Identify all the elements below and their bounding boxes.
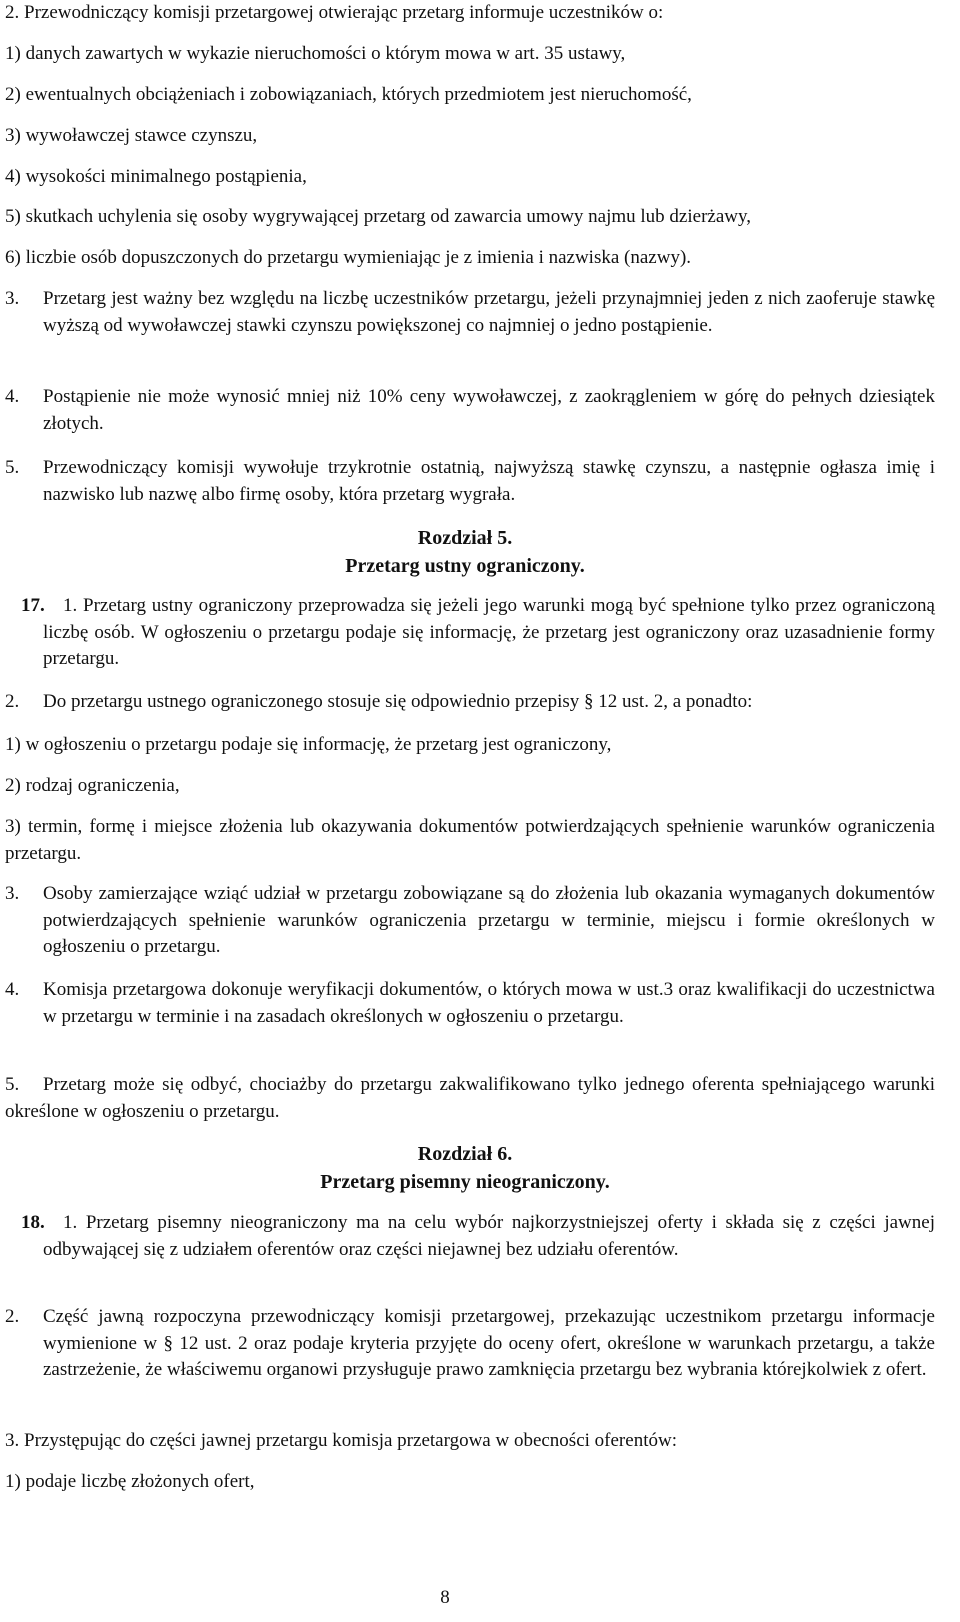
list-item-2-6: 6) liczbie osób dopuszczonych do przetargu wymieniając je z imienia i nazwiska (nazwy). (5, 247, 692, 268)
section-17-paragraph-4 (5, 977, 935, 1030)
paragraph-text: Przetarg może się odbyć, chociażby do przetargu zakwalifikowano tylko jednego oferenta spełniającego warunki określone w ogłoszeniu o przetargu. (5, 1074, 935, 1122)
paragraph-number: 2. (5, 691, 20, 712)
list-item-2-3: 3) wywoławczej stawce czynszu, (5, 125, 258, 146)
paragraph-text: Osoby zamierzające wziąć udział w przetargu zobowiązane są do złożenia lub okazania wymaganych dokumentów potwierdzających spełnienie warunków ograniczenia przetargu w terminie, miejscu i formie określonych w ogłoszeniu o przetargu. (43, 883, 935, 958)
section-17-paragraph-5 (5, 1072, 935, 1125)
list-item-2-5: 5) skutkach uchylenia się osoby wygrywającej przetarg od zawarcia umowy najmu lub dzierżawy, (5, 206, 752, 227)
page-number: 8 (440, 1587, 450, 1608)
paragraph-2: 2. Przewodniczący komisji przetargowej otwierając przetarg informuje uczestników o: (5, 2, 664, 23)
paragraph-5 (5, 455, 935, 508)
section-17-paragraph-3 (5, 881, 935, 961)
paragraph-4 (5, 384, 935, 437)
paragraph-text: 1. Przetarg pisemny nieograniczony ma na celu wybór najkorzystniejszej oferty i składa się z części jawnej odbywającej się z udziałem oferentów oraz części niejawnej bez udziału oferentów. (43, 1212, 935, 1260)
paragraph-text: Do przetargu ustnego ograniczonego stosuje się odpowiednio przepisy § 12 ust. 2, a ponadto: (43, 691, 753, 712)
section-18-paragraph-1 (5, 1210, 935, 1263)
list-item-17-2-1: 1) w ogłoszeniu o przetargu podaje się informację, że przetarg jest ograniczony, (5, 734, 612, 755)
paragraph-text: 1. Przetarg ustny ograniczony przeprowadza się jeżeli jego warunki mogą być spełnione tylko przez ograniczoną liczbę osób. W ogłoszeniu o przetargu podaje się informację, że przetarg jest ograniczony oraz uzasadnienie formy przetargu. (43, 595, 935, 670)
section-17-paragraph-2 (5, 689, 935, 716)
section-18-paragraph-2 (5, 1304, 935, 1384)
section-number: 17. (21, 595, 45, 616)
paragraph-number: 4. (5, 979, 20, 1000)
section-17-paragraph-1 (5, 593, 935, 673)
paragraph-text: Przewodniczący komisji wywołuje trzykrotnie ostatnią, najwyższą stawkę czynszu, a następnie ogłasza imię i nazwisko lub nazwę albo firmę osoby, która przetarg wygrała. (43, 457, 935, 505)
paragraph-number: 2. (5, 1306, 20, 1327)
list-item-18-3-1: 1) podaje liczbę złożonych ofert, (5, 1471, 255, 1492)
chapter-5-subtitle: Przetarg ustny ograniczony. (345, 555, 585, 577)
paragraph-18-3: 3. Przystępując do części jawnej przetargu komisja przetargowa w obecności oferentów: (5, 1430, 677, 1451)
section-number: 18. (21, 1212, 45, 1233)
list-item-17-2-2: 2) rodzaj ograniczenia, (5, 775, 180, 796)
list-item-2-1: 1) danych zawartych w wykazie nieruchomości o którym mowa w art. 35 ustawy, (5, 43, 626, 64)
paragraph-text: Komisja przetargowa dokonuje weryfikacji dokumentów, o których mowa w ust.3 oraz kwalifikacji do uczestnictwa w przetargu w terminie i na zasadach określonych w ogłoszeniu o przetargu. (43, 979, 935, 1027)
paragraph-number: 5. (5, 1074, 20, 1095)
chapter-6-subtitle: Przetarg pisemny nieograniczony. (320, 1171, 610, 1193)
paragraph-text: Przetarg jest ważny bez względu na liczbę uczestników przetargu, jeżeli przynajmniej jeden z nich zaoferuje stawkę wyższą od wywoławczej stawki czynszu powiększonej co najmniej o jedno postąpienie. (43, 288, 935, 336)
paragraph-text: Postąpienie nie może wynosić mniej niż 10% ceny wywoławczej, z zaokrągleniem w górę do pełnych dziesiątek złotych. (43, 386, 935, 434)
list-item-17-2-3: 3) termin, formę i miejsce złożenia lub okazywania dokumentów potwierdzających spełnienie warunków ograniczenia przetargu. (5, 816, 935, 864)
chapter-5-title: Rozdział 5. (417, 527, 513, 549)
paragraph-number: 3. (5, 288, 20, 309)
list-item-2-2: 2) ewentualnych obciążeniach i zobowiązaniach, których przedmiotem jest nieruchomość, (5, 84, 692, 105)
paragraph-text: Część jawną rozpoczyna przewodniczący komisji przetargowej, przekazując uczestnikom przetargu informacje wymienione w § 12 ust. 2 oraz podaje kryteria przyjęte do oceny ofert, określone w warunkach przetargu, a także zastrzeżenie, że właściwemu organowi przysługuje prawo zamknięcia przetargu bez wybrania którejkolwiek z ofert. (43, 1306, 935, 1381)
paragraph-3 (5, 286, 935, 339)
paragraph-number: 3. (5, 883, 20, 904)
list-item-2-4: 4) wysokości minimalnego postąpienia, (5, 166, 307, 187)
paragraph-number: 4. (5, 386, 20, 407)
chapter-6-title: Rozdział 6. (417, 1143, 513, 1165)
paragraph-number: 5. (5, 457, 20, 478)
